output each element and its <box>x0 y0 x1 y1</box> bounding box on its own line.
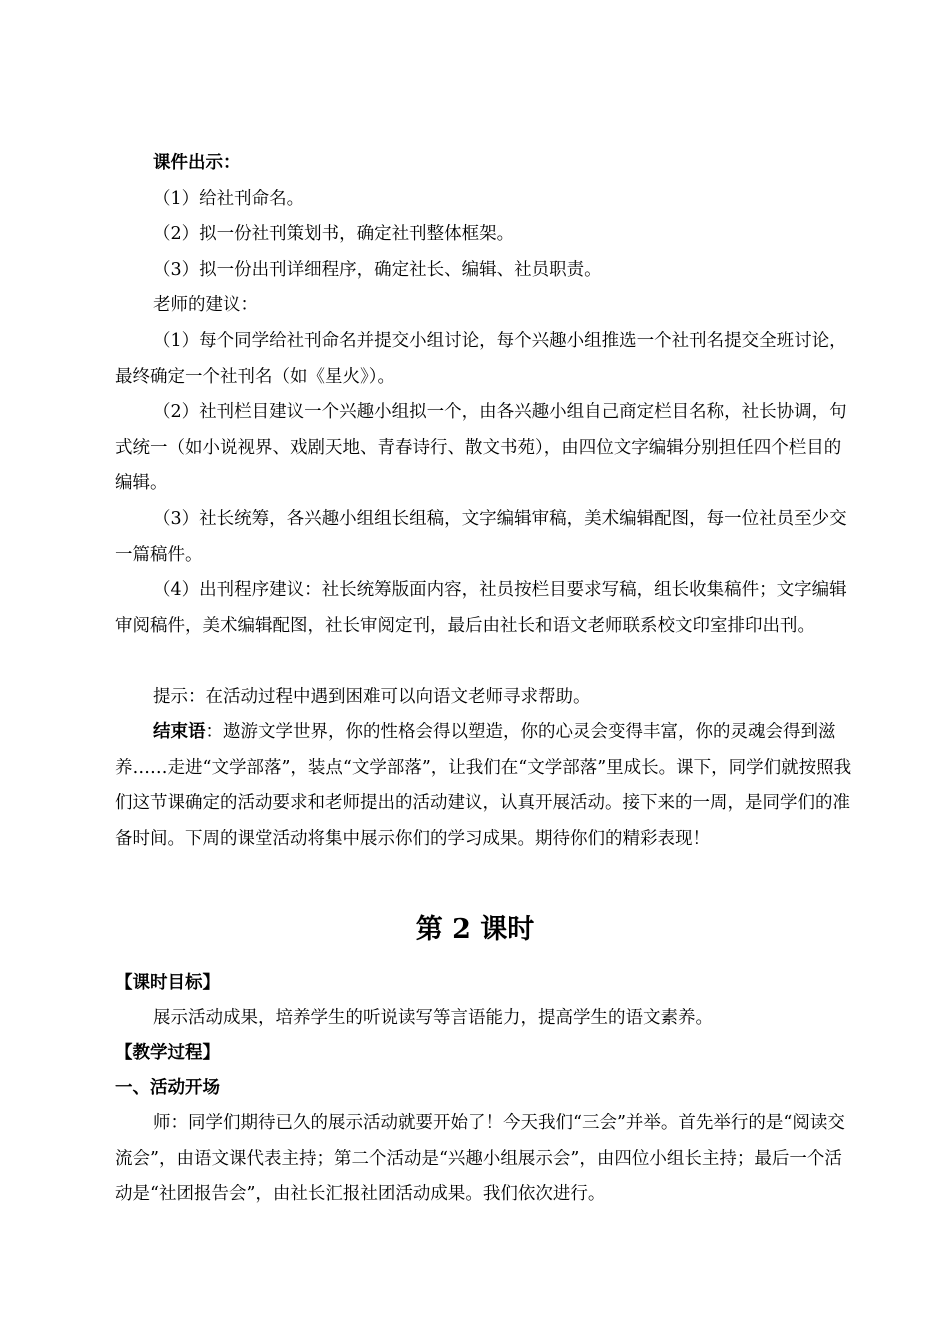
suggestion-4: （4）出刊程序建议：社长统筹版面内容，社员按栏目要求写稿，组长收集稿件；文字编辑审阅稿件，美术编辑配图，社长审阅定刊，最后由社长和语文老师联系校文印室排印出刊。 <box>115 580 847 636</box>
teaching-process-label: 【教学过程】 <box>115 1043 220 1063</box>
closing-text: ：遨游文学世界，你的性格会得以塑造，你的心灵会变得丰富，你的灵魂会得到滋养……走进“文学部落”，装点“文学部落”，让我们在“文学部落”里成长。课下，同学们就按照我们这节课确定的活动要求和老师提出的活动建议，认真开展活动。接下来的一周，是同学们的准备时间。下周的课堂活动将集中展示你们的学习成果。期待你们的精彩表现！ <box>115 722 852 849</box>
teacher-opening-text: 师：同学们期待已久的展示活动就要开始了！今天我们“三会”并举。首先举行的是“阅读交流会”，由语文课代表主持；第二个活动是“兴趣小组展示会”，由四位小组长主持；最后一个活动是“社团报告会”，由社长汇报社团活动成果。我们依次进行。 <box>115 1113 845 1205</box>
hint-text: 提示：在活动过程中遇到困难可以向语文老师寻求帮助。 <box>153 687 591 707</box>
closing-paragraph <box>115 715 855 857</box>
lesson-heading: 第 2 课时 <box>415 914 535 945</box>
closing-label: 结束语 <box>153 722 206 742</box>
section-activity-opening: 一、活动开场 <box>115 1078 220 1098</box>
teacher-suggestion-title: 老师的建议： <box>153 295 258 315</box>
courseware-item-2: （2）拟一份社刊策划书，确定社刊整体框架。 <box>153 224 515 244</box>
suggestion-2: （2）社刊栏目建议一个兴趣小组拟一个，由各兴趣小组自己商定栏目名称，社长协调，句式统一（如小说视界、戏剧天地、青春诗行、散文书苑），由四位文字编辑分别担任四个栏目的编辑。 <box>115 402 847 494</box>
lesson-goal-label: 【课时目标】 <box>115 973 220 993</box>
courseware-item-1: （1）给社刊命名。 <box>153 189 305 209</box>
courseware-title: 课件出示： <box>153 153 241 173</box>
lesson-goal-text: 展示活动成果，培养学生的听说读写等言语能力，提高学生的语文素养。 <box>153 1008 713 1028</box>
suggestion-3: （3）社长统筹，各兴趣小组组长组稿，文字编辑审稿，美术编辑配图，每一位社员至少交一篇稿件。 <box>115 509 847 565</box>
courseware-item-3: （3）拟一份出刊详细程序，确定社长、编辑、社员职责。 <box>153 260 602 280</box>
suggestion-1: （1）每个同学给社刊命名并提交小组讨论，每个兴趣小组推选一个社刊名提交全班讨论，最终确定一个社刊名（如《星火》）。 <box>115 331 847 387</box>
